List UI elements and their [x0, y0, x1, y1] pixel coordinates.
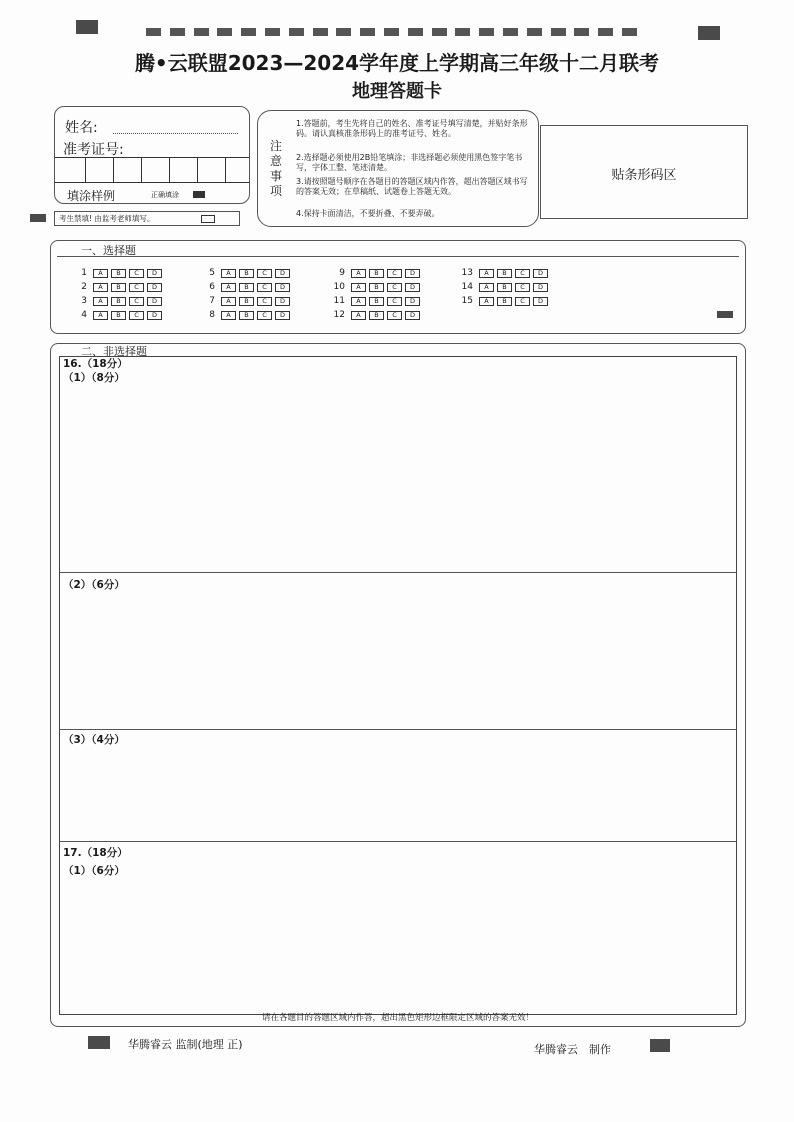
option-bubble-a[interactable]: A: [479, 297, 494, 306]
option-bubble-c[interactable]: C: [515, 297, 530, 306]
question-number: 6: [209, 282, 215, 292]
choice-grid: [51, 241, 745, 333]
exam-number-cell: [113, 158, 114, 182]
option-bubble-b[interactable]: B: [111, 283, 126, 292]
choice-question-row: [459, 282, 551, 292]
question-number: 11: [333, 296, 345, 306]
q17-part1: （1）（6分）: [63, 865, 125, 877]
timing-mark: [265, 28, 280, 36]
option-bubble-c[interactable]: C: [257, 297, 272, 306]
timing-mark: [598, 28, 613, 36]
option-bubble-d[interactable]: D: [533, 297, 548, 306]
choice-question-row: [331, 296, 423, 306]
registration-mark-bottom-left: [88, 1036, 110, 1049]
choice-section: [50, 240, 746, 334]
timing-mark: [217, 28, 232, 36]
choice-question-row: [73, 310, 165, 320]
question-number: 14: [461, 282, 473, 292]
option-bubble-d[interactable]: D: [275, 297, 290, 306]
fill-example-mark: [193, 191, 205, 198]
option-bubble-d[interactable]: D: [405, 297, 420, 306]
question-number: 5: [209, 268, 215, 278]
option-bubble-d[interactable]: D: [275, 311, 290, 320]
timing-mark: [527, 28, 542, 36]
timing-mark: [408, 28, 423, 36]
question-number: 8: [209, 310, 215, 320]
bottom-warning: 请在各题目的答题区域内作答，超出黑色矩形边框限定区域的答案无效！: [261, 1013, 534, 1023]
free-response-heading: 二、非选择题: [81, 345, 147, 358]
q17-title: 17.（18分）: [63, 847, 128, 859]
option-bubble-b[interactable]: B: [369, 269, 384, 278]
option-bubble-a[interactable]: A: [93, 283, 108, 292]
q16-part1: （1）（8分）: [63, 372, 125, 384]
option-bubble-d[interactable]: D: [405, 269, 420, 278]
timing-mark: [384, 28, 399, 36]
barcode-area: [540, 125, 748, 219]
option-bubble-c[interactable]: C: [129, 269, 144, 278]
option-bubble-c[interactable]: C: [129, 311, 144, 320]
question-number: 2: [81, 282, 87, 292]
timing-mark: [313, 28, 328, 36]
choice-question-row: [331, 282, 423, 292]
question-number: 7: [209, 296, 215, 306]
option-bubble-a[interactable]: A: [351, 297, 366, 306]
timing-mark: [455, 28, 470, 36]
choice-question-row: [331, 268, 423, 278]
option-bubble-b[interactable]: B: [111, 311, 126, 320]
timing-mark: [194, 28, 209, 36]
option-bubble-c[interactable]: C: [387, 311, 402, 320]
option-bubble-c[interactable]: C: [257, 283, 272, 292]
timing-mark: [432, 28, 447, 36]
notice-item-3: 3.请按照题号顺序在各题目的答题区域内作答，超出答题区域书写的答案无效；在草稿纸、试题卷上答题无效。: [296, 177, 528, 196]
option-bubble-a[interactable]: A: [479, 269, 494, 278]
timing-mark: [551, 28, 566, 36]
choice-question-row: [201, 282, 293, 292]
option-bubble-b[interactable]: B: [369, 311, 384, 320]
option-bubble-a[interactable]: A: [221, 297, 236, 306]
option-bubble-d[interactable]: D: [147, 297, 162, 306]
notice-item-2: 2.选择题必须使用2B铅笔填涂；非选择题必须使用黑色签字笔书写，字体工整、笔迹清楚。: [296, 153, 523, 172]
option-bubble-c[interactable]: C: [387, 297, 402, 306]
option-bubble-b[interactable]: B: [239, 311, 254, 320]
option-bubble-c[interactable]: C: [515, 283, 530, 292]
option-bubble-b[interactable]: B: [497, 283, 512, 292]
question-number: 4: [81, 310, 87, 320]
q16-part2: （2）（6分）: [63, 579, 125, 591]
exam-number-label: 准考证号:: [63, 142, 124, 158]
option-bubble-c[interactable]: C: [515, 269, 530, 278]
option-bubble-d[interactable]: D: [147, 283, 162, 292]
option-bubble-a[interactable]: A: [93, 297, 108, 306]
registration-mark-top-left: [76, 20, 98, 34]
option-bubble-d[interactable]: D: [275, 269, 290, 278]
choice-heading: 一、选择题: [81, 244, 136, 257]
question-number: 1: [81, 268, 87, 278]
option-bubble-b[interactable]: B: [497, 269, 512, 278]
q16-title: 16.（18分）: [63, 358, 128, 370]
student-info-box: [54, 106, 250, 204]
absent-checkbox[interactable]: [201, 215, 215, 223]
option-bubble-a[interactable]: A: [221, 269, 236, 278]
option-bubble-b[interactable]: B: [239, 297, 254, 306]
option-bubble-b[interactable]: B: [369, 297, 384, 306]
question-number: 12: [333, 310, 345, 320]
question-number: 3: [81, 296, 87, 306]
question-number: 15: [461, 296, 473, 306]
name-label: 姓名:: [65, 120, 98, 136]
option-bubble-d[interactable]: D: [147, 269, 162, 278]
notice-heading: 注意事项: [270, 139, 283, 198]
timing-mark: [146, 28, 161, 36]
option-bubble-a[interactable]: A: [351, 311, 366, 320]
notice-item-4: 4.保持卡面清洁，不要折叠、不要弄破。: [296, 209, 440, 218]
exam-number-grid[interactable]: [55, 157, 249, 183]
choice-question-row: [201, 310, 293, 320]
notice-box: [257, 110, 539, 227]
option-bubble-d[interactable]: D: [405, 311, 420, 320]
choice-question-row: [331, 310, 423, 320]
option-bubble-d[interactable]: D: [147, 311, 162, 320]
option-bubble-d[interactable]: D: [275, 283, 290, 292]
choice-question-row: [73, 282, 165, 292]
choice-question-row: [201, 296, 293, 306]
option-bubble-d[interactable]: D: [533, 269, 548, 278]
q16-2-answer-area[interactable]: [60, 573, 734, 728]
choice-question-row: [73, 296, 165, 306]
q16-3-answer-area[interactable]: [60, 730, 734, 840]
timing-mark: [574, 28, 589, 36]
timing-mark: [479, 28, 494, 36]
name-field[interactable]: [113, 133, 238, 134]
timing-mark: [289, 28, 304, 36]
option-bubble-a[interactable]: A: [351, 269, 366, 278]
option-bubble-b[interactable]: B: [239, 269, 254, 278]
option-bubble-c[interactable]: C: [129, 297, 144, 306]
option-bubble-b[interactable]: B: [239, 283, 254, 292]
choice-question-row: [201, 268, 293, 278]
q17-answer-area[interactable]: [60, 842, 734, 1007]
option-bubble-b[interactable]: B: [497, 297, 512, 306]
option-bubble-a[interactable]: A: [93, 269, 108, 278]
registration-mark-left: [30, 214, 46, 222]
option-bubble-c[interactable]: C: [387, 283, 402, 292]
question-number: 13: [461, 268, 473, 278]
footer-left: 华腾睿云 监制(地理 正): [128, 1038, 243, 1051]
timing-mark: [622, 28, 637, 36]
q16-answer-area[interactable]: [60, 357, 734, 572]
option-bubble-c[interactable]: C: [257, 311, 272, 320]
timing-mark: [503, 28, 518, 36]
option-bubble-a[interactable]: A: [479, 283, 494, 292]
choice-question-row: [73, 268, 165, 278]
choice-question-row: [459, 296, 551, 306]
q16-part3: （3）（4分）: [63, 734, 125, 746]
exam-number-cell: [225, 158, 226, 182]
fill-example-label: 填涂样例: [67, 189, 116, 203]
exam-number-cell: [141, 158, 142, 182]
option-bubble-c[interactable]: C: [257, 269, 272, 278]
question-number: 9: [339, 268, 345, 278]
question-number: 10: [333, 282, 345, 292]
fill-example-correct: 正确填涂: [151, 191, 179, 199]
option-bubble-d[interactable]: D: [405, 283, 420, 292]
page-title: 腾•云联盟2023—2024学年度上学期高三年级十二月联考: [134, 51, 660, 75]
page-subtitle: 地理答题卡: [352, 81, 442, 102]
barcode-area-label: 贴条形码区: [611, 168, 677, 183]
option-bubble-a[interactable]: A: [93, 311, 108, 320]
choice-question-row: [459, 268, 551, 278]
exam-number-cell: [85, 158, 86, 182]
option-bubble-c[interactable]: C: [387, 269, 402, 278]
option-bubble-d[interactable]: D: [533, 283, 548, 292]
timing-mark: [241, 28, 256, 36]
exam-number-cell: [169, 158, 170, 182]
registration-mark-top-right: [698, 26, 720, 40]
timing-mark: [360, 28, 375, 36]
option-bubble-b[interactable]: B: [369, 283, 384, 292]
timing-mark: [170, 28, 185, 36]
option-bubble-c[interactable]: C: [129, 283, 144, 292]
registration-mark-choice: [717, 311, 733, 318]
option-bubble-a[interactable]: A: [221, 311, 236, 320]
timing-marks: [146, 28, 646, 38]
option-bubble-b[interactable]: B: [111, 269, 126, 278]
exam-number-cell: [197, 158, 198, 182]
free-response-section: [50, 343, 746, 1027]
registration-mark-bottom-right: [650, 1039, 670, 1052]
absent-note: 考生禁填! 由监考老师填写。: [59, 214, 155, 223]
option-bubble-a[interactable]: A: [221, 283, 236, 292]
timing-mark: [336, 28, 351, 36]
footer-right: 华腾睿云 制作: [534, 1043, 611, 1056]
option-bubble-a[interactable]: A: [351, 283, 366, 292]
notice-item-1: 1.答题前，考生先将自己的姓名、准考证号填写清楚，并贴好条形码。请认真核准条形码上的准考证号、姓名。: [296, 119, 528, 138]
option-bubble-b[interactable]: B: [111, 297, 126, 306]
absent-note-box: [54, 211, 240, 226]
